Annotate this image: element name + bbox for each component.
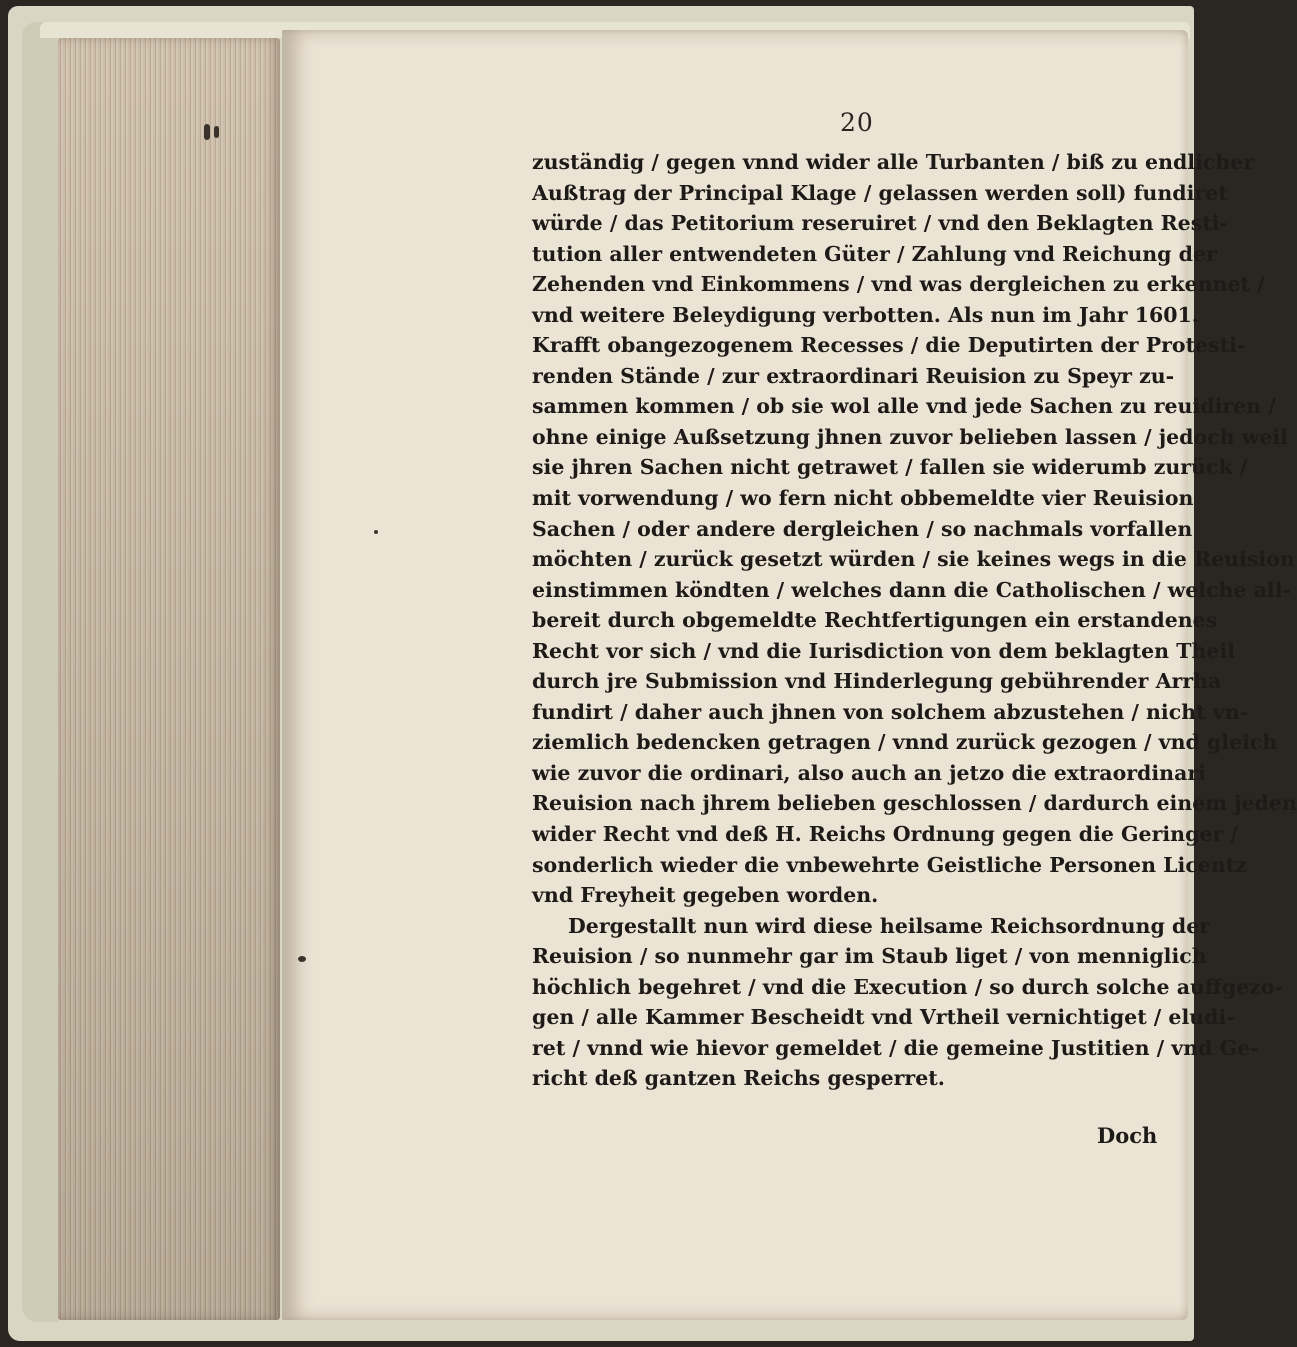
- body-text: [532, 147, 1297, 1094]
- page-stack-shade: [58, 38, 280, 1320]
- text-line: Sachen / oder andere dergleichen / so nachmals vorfallen: [532, 516, 1193, 541]
- text-line: ret / vnnd wie hievor gemeldet / die gemeine Justitien / vnd Ge-: [532, 1035, 1259, 1060]
- printed-page: [282, 30, 1297, 1320]
- text-line: Recht vor sich / vnd die Iurisdiction von dem beklagten Theil: [532, 638, 1236, 663]
- text-line: wie zuvor die ordinari, also auch an jetzo die extraordinari: [532, 760, 1206, 785]
- ink-speck: [374, 530, 378, 534]
- text-line: sie jhren Sachen nicht getrawet / fallen sie widerumb zurück /: [532, 455, 1248, 480]
- text-line: mit vorwendung / wo fern nicht obbemeldte vier Reuision: [532, 486, 1194, 511]
- text-line: tution aller entwendeten Güter / Zahlung vnd Reichung der: [532, 241, 1217, 266]
- text-line: höchlich begehret / vnd die Execution / so durch solche auffgezo-: [532, 974, 1283, 999]
- text-line: ziemlich bedencken getragen / vnnd zurück gezogen / vnd gleich: [532, 730, 1278, 755]
- text-line: durch jre Submission vnd Hinderlegung gebührender Arrha: [532, 669, 1222, 694]
- text-line: ohne einige Außsetzung jhnen zuvor belieben lassen / jedoch weil: [532, 424, 1288, 449]
- catchword: Doch: [1097, 1123, 1158, 1148]
- text-line: Reuision nach jhrem belieben geschlossen / dardurch einem jeden: [532, 791, 1297, 816]
- text-line: Krafft obangezogenem Recesses / die Deputirten der Protesti-: [532, 333, 1246, 358]
- text-line: sonderlich wieder die vnbewehrte Geistliche Personen Licentz: [532, 852, 1247, 877]
- text-line: renden Stände / zur extraordinari Reuision zu Speyr zu-: [532, 363, 1175, 388]
- text-line: gen / alle Kammer Bescheidt vnd Vrtheil vernichtiget / eludi-: [532, 1005, 1235, 1030]
- text-line: vnd Freyheit gegeben worden.: [532, 883, 879, 908]
- ink-speck: [298, 956, 306, 962]
- ink-speck: [214, 126, 219, 138]
- page-number: 20: [840, 108, 874, 137]
- text-line: sammen kommen / ob sie wol alle vnd jede Sachen zu reuidiren /: [532, 394, 1276, 419]
- text-line: Dergestallt nun wird diese heilsame Reichsordnung der: [568, 913, 1211, 938]
- book-spine-edge: [22, 22, 58, 1322]
- text-line: Zehenden vnd Einkommens / vnd was dergleichen zu erkennet /: [532, 272, 1265, 297]
- text-line: würde / das Petitorium reseruiret / vnd den Beklagten Resti-: [532, 211, 1229, 236]
- text-line: fundirt / daher auch jhnen von solchem abzustehen / nicht vn-: [532, 699, 1249, 724]
- text-line: möchten / zurück gesetzt würden / sie keines wegs in die Reuision: [532, 547, 1295, 572]
- text-line: vnd weitere Beleydigung verbotten. Als nun im Jahr 1601.: [532, 302, 1199, 327]
- text-line: wider Recht vnd deß H. Reichs Ordnung gegen die Geringer /: [532, 822, 1238, 847]
- text-line: einstimmen köndten / welches dann die Catholischen / welche all-: [532, 577, 1292, 602]
- ink-speck: [204, 124, 210, 140]
- text-line: zuständig / gegen vnnd wider alle Turbanten / biß zu endlicher: [532, 150, 1255, 174]
- text-line: richt deß gantzen Reichs gesperret.: [532, 1066, 945, 1091]
- text-line: bereit durch obgemeldte Rechtfertigungen ein erstandenes: [532, 608, 1218, 633]
- text-line: Außtrag der Principal Klage / gelassen werden soll) fundiret: [532, 180, 1228, 205]
- text-line: Reuision / so nunmehr gar im Staub liget / von menniglich: [532, 944, 1207, 969]
